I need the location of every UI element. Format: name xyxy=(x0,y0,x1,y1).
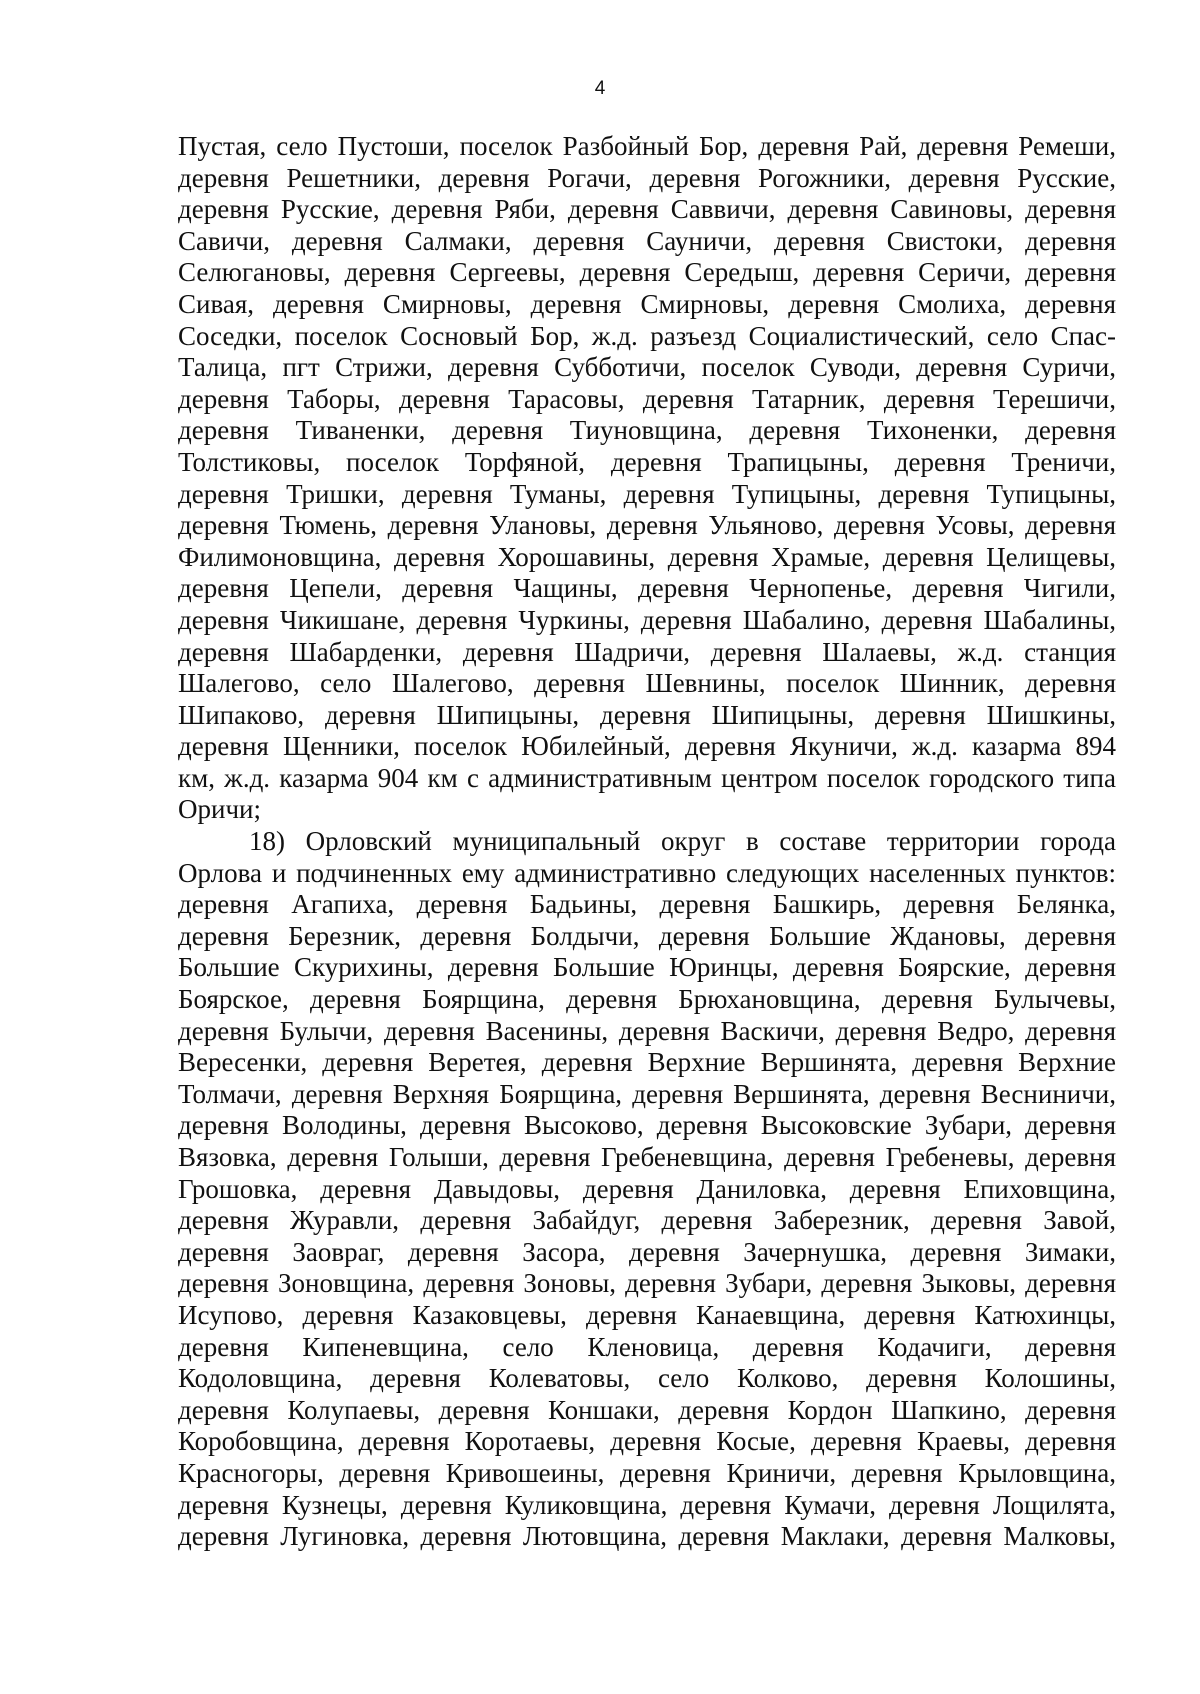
text-line: деревня Колупаевы, деревня Коншаки, деревня Кордон Шапкино, деревня xyxy=(178,1394,1116,1425)
text-line: Пустая, село Пустоши, поселок Разбойный Бор, деревня Рай, деревня Ремеши, xyxy=(178,131,1116,161)
text-line: деревня Кипеневщина, село Кленовица, деревня Кодачиги, деревня xyxy=(178,1331,1116,1362)
text-line: деревня Журавли, деревня Забайдуг, деревня Заберезник, деревня Завой, xyxy=(178,1205,1116,1236)
text-line: Орлова и подчиненных ему административно следующих населенных пунктов: xyxy=(178,857,1116,888)
text-line: Соседки, поселок Сосновый Бор, ж.д. разъезд Социалистический, село Спас- xyxy=(178,320,1116,351)
text-line: Савичи, деревня Салмаки, деревня Сауничи, деревня Свистоки, деревня xyxy=(178,225,1116,256)
text-line: деревня Булычи, деревня Васенины, деревня Васкичи, деревня Ведро, деревня xyxy=(178,1015,1116,1046)
text-line: деревня Тюмень, деревня Улановы, деревня Ульяново, деревня Усовы, деревня xyxy=(178,510,1116,541)
text-line: деревня Тиваненки, деревня Тиуновщина, деревня Тихоненки, деревня xyxy=(178,415,1116,446)
text-line: деревня Решетники, деревня Рогачи, деревня Рогожники, деревня Русские, xyxy=(178,162,1116,193)
page-number: 4 xyxy=(594,78,606,99)
text-line: Филимоновщина, деревня Хорошавины, деревня Храмые, деревня Целищевы, xyxy=(178,541,1116,572)
text-line: Грошовка, деревня Давыдовы, деревня Даниловка, деревня Епиховщина, xyxy=(178,1173,1116,1204)
text-line: Талица, пгт Стрижи, деревня Субботичи, поселок Суводи, деревня Суричи, xyxy=(178,352,1116,383)
text-line: Сивая, деревня Смирновы, деревня Смирновы, деревня Смолиха, деревня xyxy=(178,288,1116,319)
text-line: Большие Скурихины, деревня Большие Юринцы, деревня Боярские, деревня xyxy=(178,952,1116,983)
text-line: Вересенки, деревня Веретея, деревня Верхние Вершинята, деревня Верхние xyxy=(178,1047,1116,1078)
document-body xyxy=(178,131,1116,1553)
text-line: деревня Березник, деревня Болдычи, деревня Большие Ждановы, деревня xyxy=(178,920,1116,951)
paragraph-start-line: 18) Орловский муниципальный округ в составе территории города xyxy=(249,826,1116,857)
text-line: Шалегово, село Шалегово, деревня Шевнины, поселок Шинник, деревня xyxy=(178,668,1116,699)
text-line: деревня Володины, деревня Высоково, деревня Высоковские Зубари, деревня xyxy=(178,1110,1116,1141)
text-line: Толстиковы, поселок Торфяной, деревня Трапицыны, деревня Треничи, xyxy=(178,446,1116,477)
text-line: деревня Чикишане, деревня Чуркины, деревня Шабалино, деревня Шабалины, xyxy=(178,604,1116,635)
text-line: км, ж.д. казарма 904 км с административным центром поселок городского типа xyxy=(178,762,1116,793)
text-line: Кодоловщина, деревня Колеватовы, село Колково, деревня Колошины, xyxy=(178,1363,1116,1394)
text-line: Исупово, деревня Казаковцевы, деревня Канаевщина, деревня Катюхинцы, xyxy=(178,1299,1116,1330)
text-line: деревня Заовраг, деревня Засора, деревня Зачернушка, деревня Зимаки, xyxy=(178,1236,1116,1267)
paragraph-end-line: Оричи; xyxy=(178,794,261,825)
text-line: Боярское, деревня Боярщина, деревня Брюхановщина, деревня Булычевы, xyxy=(178,984,1116,1015)
text-line: Вязовка, деревня Голыши, деревня Гребеневщина, деревня Гребеневы, деревня xyxy=(178,1142,1116,1172)
text-line: Селюгановы, деревня Сергеевы, деревня Середыш, деревня Серичи, деревня xyxy=(178,257,1116,288)
text-line: деревня Цепели, деревня Чащины, деревня Чернопенье, деревня Чигили, xyxy=(178,573,1116,604)
text-line: Коробовщина, деревня Коротаевы, деревня Косые, деревня Краевы, деревня xyxy=(178,1426,1116,1457)
text-line: Толмачи, деревня Верхняя Боярщина, деревня Вершинята, деревня Весниничи, xyxy=(178,1078,1116,1109)
text-line: деревня Зоновщина, деревня Зоновы, деревня Зубари, деревня Зыковы, деревня xyxy=(178,1268,1116,1299)
text-line: Красногоры, деревня Кривошеины, деревня Криничи, деревня Крыловщина, xyxy=(178,1457,1116,1488)
text-line: деревня Таборы, деревня Тарасовы, деревня Татарник, деревня Терешичи, xyxy=(178,383,1116,414)
text-line: Шипаково, деревня Шипицыны, деревня Шипицыны, деревня Шишкины, xyxy=(178,699,1116,730)
text-line: деревня Агапиха, деревня Бадьины, деревня Башкирь, деревня Белянка, xyxy=(178,889,1116,920)
text-line: деревня Лугиновка, деревня Лютовщина, деревня Маклаки, деревня Малковы, xyxy=(178,1521,1116,1552)
text-line: деревня Шабарденки, деревня Шадричи, деревня Шалаевы, ж.д. станция xyxy=(178,636,1116,667)
text-line: деревня Русские, деревня Ряби, деревня Саввичи, деревня Савиновы, деревня xyxy=(178,194,1116,225)
text-line: деревня Тришки, деревня Туманы, деревня Тупицыны, деревня Тупицыны, xyxy=(178,478,1116,509)
text-line: деревня Щенники, поселок Юбилейный, деревня Якуничи, ж.д. казарма 894 xyxy=(178,731,1116,762)
text-line: деревня Кузнецы, деревня Куликовщина, деревня Кумачи, деревня Лощилята, xyxy=(178,1489,1116,1520)
